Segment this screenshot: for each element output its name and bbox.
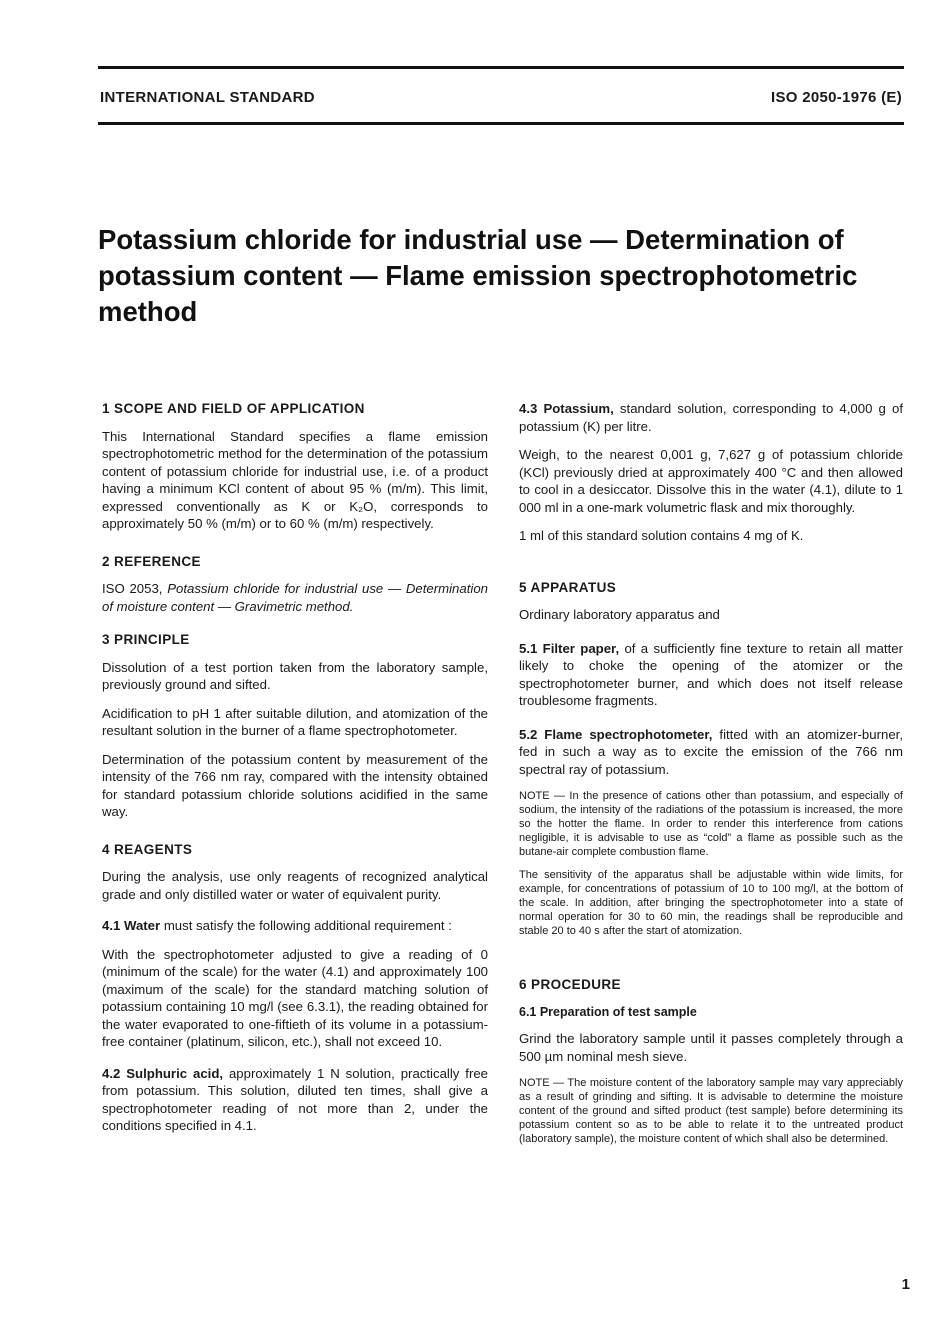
standard-number: ISO 2050-1976 (E) [770, 89, 902, 106]
section-4-3-label: 4.3 Potassium, [519, 401, 614, 416]
section-5-1 [519, 640, 903, 710]
document-type: INTERNATIONAL STANDARD [100, 89, 315, 106]
section-1-heading: 1 SCOPE AND FIELD OF APPLICATION [102, 401, 365, 416]
section-4-heading: 4 REAGENTS [102, 841, 193, 857]
section-3-para-1: Dissolution of a test portion taken from the laboratory sample, previously ground and sifted. [102, 659, 488, 692]
document-title: Potassium chloride for industrial use — Determination of potassium content — Flame emission spectrophotometric method [98, 224, 858, 327]
section-5-1-label: 5.1 Filter paper, [519, 640, 620, 656]
section-5-2-text: fitted with an atomizer-burner, fed in such a way as to excite the emission of the 766 nm spectral ray of potassium. [519, 726, 903, 777]
section-6-heading: 6 PROCEDURE [519, 977, 621, 992]
section-2-reference [102, 580, 488, 615]
page-number: 1 [901, 1276, 910, 1293]
section-4-1-label: 4.1 Water [102, 918, 161, 933]
section-3-para-2: Acidification to pH 1 after suitable dilution, and atomization of the resultant solution in the burner of a flame spectrophotometer. [102, 705, 488, 738]
section-4-2-label: 4.2 Sulphuric acid, [102, 1065, 224, 1081]
reference-title: Potassium chloride for industrial use — Determination of moisture content — Gravimetric method. [102, 581, 488, 614]
reference-code: ISO 2053, [102, 581, 163, 596]
section-1-text: This International Standard specifies a flame emission spectrophotometric method for the determination of the potassium content of potassium chloride for industrial use, i.e. of a product having a minimum KCl content of about 95 % (m/m). This limit, expressed conventionally as K or K₂O, corresponds to approximately 50 % (m/m) or to 60 % (m/m) respectively. [102, 428, 488, 531]
header-bottom-rule [98, 122, 904, 125]
section-4-2 [102, 1065, 488, 1135]
section-5-note-2: The sensitivity of the apparatus shall be adjustable within wide limits, for example, for concentrations of potassium of 10 to 100 mg/l, at the bottom of the scale. In addition, after bringing the spectrophotometer into a state of normal operation for 30 to 60 min, the readings shall be reproducible and stable 20 to 40 s after the start of atomization. [519, 869, 903, 937]
section-4-3-para-3: 1 ml of this standard solution contains 4 mg of K. [519, 528, 804, 543]
section-4-intro: During the analysis, use only reagents of recognized analytical grade and only distilled water or water of equivalent purity. [102, 869, 488, 902]
section-5-2 [519, 726, 903, 779]
section-6-1-heading: 6.1 Preparation of test sample [519, 1004, 697, 1019]
section-5-intro: Ordinary laboratory apparatus and [519, 607, 720, 622]
section-4-1-para-2: With the spectrophotometer adjusted to give a reading of 0 (minimum of the scale) for the water (4.1) and approximately 100 (maximum of the scale) for the standard matching solution of potassium containing 10 mg/l (see 6.3.1), the reading obtained for the water evaporated to one-fiftieth of its volume in a potassium-free container (platinum, silicon, etc.), shall not exceed 10. [102, 946, 488, 1049]
section-5-1-text: of a sufficiently fine texture to retain all matter likely to choke the opening of the atomizer or the spectrophotometer burner, and which does not itself release troublesome fragments. [519, 640, 903, 708]
section-4-1 [102, 917, 488, 935]
section-5-2-label: 5.2 Flame spectrophotometer, [519, 726, 713, 742]
section-5-note-1: NOTE — In the presence of cations other than potassium, and especially of sodium, the intensity of the radiations of the potassium is increased, the more so the hotter the flame. In order to render this interference from cations negligible, it is advisable to use as “cold” a flame as possible such as the butane-air complete combustion flame. [519, 790, 903, 858]
section-2-heading: 2 REFERENCE [102, 553, 201, 569]
left-column [102, 400, 488, 1146]
section-6-1-text: Grind the laboratory sample until it passes completely through a 500 µm nominal mesh sieve. [519, 1031, 903, 1064]
section-5-heading: 5 APPARATUS [519, 579, 617, 595]
section-4-1-text: must satisfy the following additional requirement : [160, 918, 452, 933]
header-top-rule [98, 66, 904, 69]
section-4-3-para-2: Weigh, to the nearest 0,001 g, 7,627 g of potassium chloride (KCl) previously dried at approximately 400 °C and then allowed to cool in a desiccator. Dissolve this in the water (4.1), dilute to 1 000 ml in a one-mark volumetric flask and mix thoroughly. [519, 447, 903, 515]
section-4-3 [519, 400, 903, 435]
section-3-para-3: Determination of the potassium content by measurement of the intensity of the 766 nm ray, compared with the intensity obtained for standard potassium chloride solutions acidified in the same way. [102, 751, 488, 819]
right-column [519, 400, 903, 1155]
section-6-1-note: NOTE — The moisture content of the laboratory sample may vary appreciably as a result of grinding and sifting. It is advisable to determine the moisture content of the ground and sifted product (test sample) before determining its potassium content so as to be able to relate it to the untreated product (laboratory sample), the moisture content of which shall also be determined. [519, 1077, 903, 1145]
section-3-heading: 3 PRINCIPLE [102, 632, 190, 647]
section-4-3-text: standard solution, corresponding to 4,000 g of potassium (K) per litre. [519, 401, 903, 434]
section-4-2-text: approximately 1 N solution, practically free from potassium. This solution, diluted ten times, shall give a spectrophotometer reading of not more than 2, under the conditions specified in 4.1. [102, 1065, 488, 1133]
